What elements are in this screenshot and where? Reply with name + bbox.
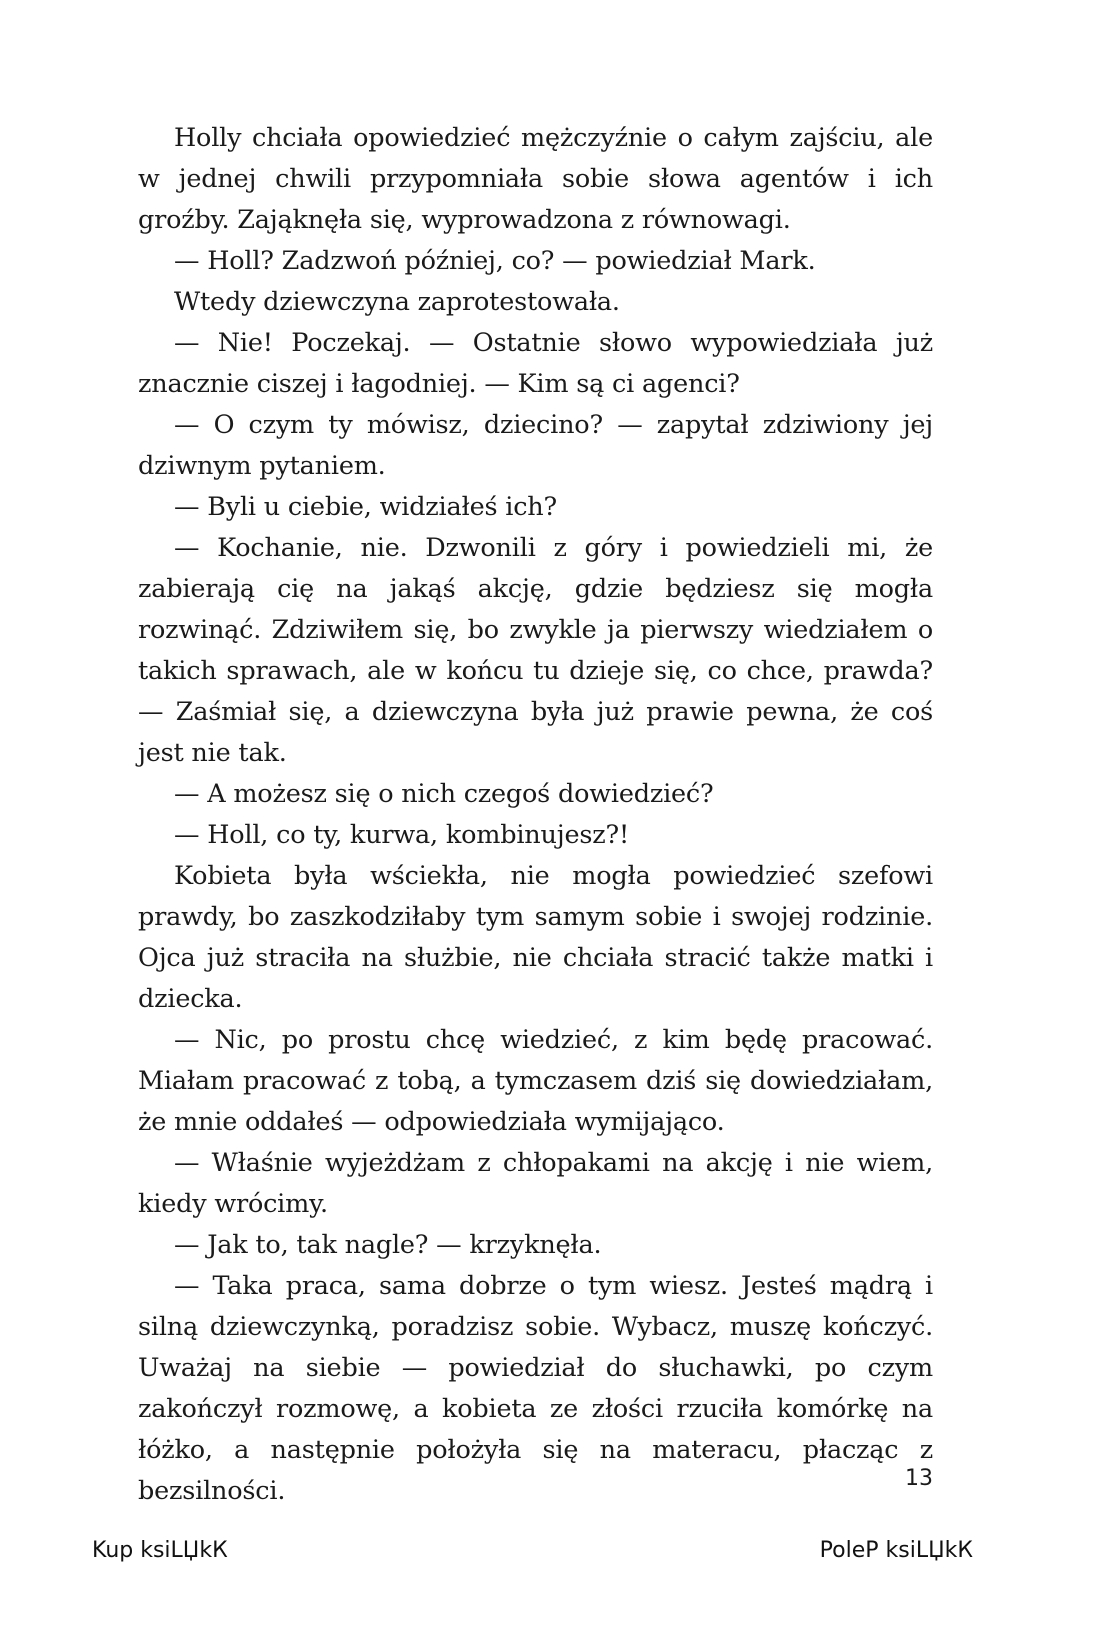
buy-book-link[interactable]: Kup ksiLЏkК — [92, 1538, 228, 1563]
paragraph: — Kochanie, nie. Dzwonili z góry i powiedzieli mi, że zabierają cię na jakąś akcję, gdzie będziesz się mogła rozwinąć. Zdziwiłem się, bo zwykle ja pierwszy wiedziałem o takich sprawach, ale w końcu tu dzieje się, co chce, prawda? — Zaśmiał się, a dziewczyna była już prawie pewna, że coś jest nie tak. — [138, 533, 933, 768]
paragraph: — O czym ty mówisz, dziecino? — zapytał zdziwiony jej dziwnym pytaniem. — [138, 410, 933, 481]
paragraph: — A możesz się o nich czegoś dowiedzieć? — [174, 779, 714, 809]
paragraph: — Holl, co ty, kurwa, kombinujesz?! — [174, 820, 629, 850]
paragraph: Holly chciała opowiedzieć mężczyźnie o całym zajściu, ale w jednej chwili przypomniała sobie słowa agentów i ich groźby. Zająknęła się, wyprowadzona z równowagi. — [138, 123, 933, 235]
paragraph: — Byli u ciebie, widziałeś ich? — [174, 492, 557, 522]
paragraph: — Właśnie wyjeżdżam z chłopakami na akcję i nie wiem, kiedy wrócimy. — [138, 1148, 933, 1219]
book-body-text — [138, 118, 933, 1512]
paragraph: — Nic, po prostu chcę wiedzieć, z kim będę pracować. Miałam pracować z tobą, a tymczasem dziś się dowiedziałam, że mnie oddałeś — odpowiedziała wymijająco. — [138, 1025, 933, 1137]
paragraph: Kobieta była wściekła, nie mogła powiedzieć szefowi prawdy, bo zaszkodziłaby tym samym sobie i swojej rodzinie. Ojca już straciła na służbie, nie chciała stracić także matki i dziecka. — [138, 861, 933, 1014]
paragraph: — Nie! Poczekaj. — Ostatnie słowo wypowiedziała już znacznie ciszej i łagodniej. — Kim są ci agenci? — [138, 328, 933, 399]
recommend-book-link[interactable]: PoleР ksiLЏkК — [819, 1538, 973, 1563]
paragraph: — Taka praca, sama dobrze o tym wiesz. Jesteś mądrą i silną dziewczynką, poradzisz sobie. Wybacz, muszę kończyć. Uważaj na siebie — powiedział do słuchawki, po czym zakończył rozmowę, a kobieta ze złości rzuciła komórkę na łóżko, a następnie położyła się na materacu, płacząc z bezsilności. — [138, 1271, 933, 1506]
paragraph: Wtedy dziewczyna zaprotestowała. — [174, 287, 620, 317]
paragraph: — Holl? Zadzwoń później, co? — powiedział Mark. — [174, 246, 816, 276]
page-number: 13 — [905, 1466, 933, 1491]
paragraph: — Jak to, tak nagle? — krzyknęła. — [174, 1230, 602, 1260]
